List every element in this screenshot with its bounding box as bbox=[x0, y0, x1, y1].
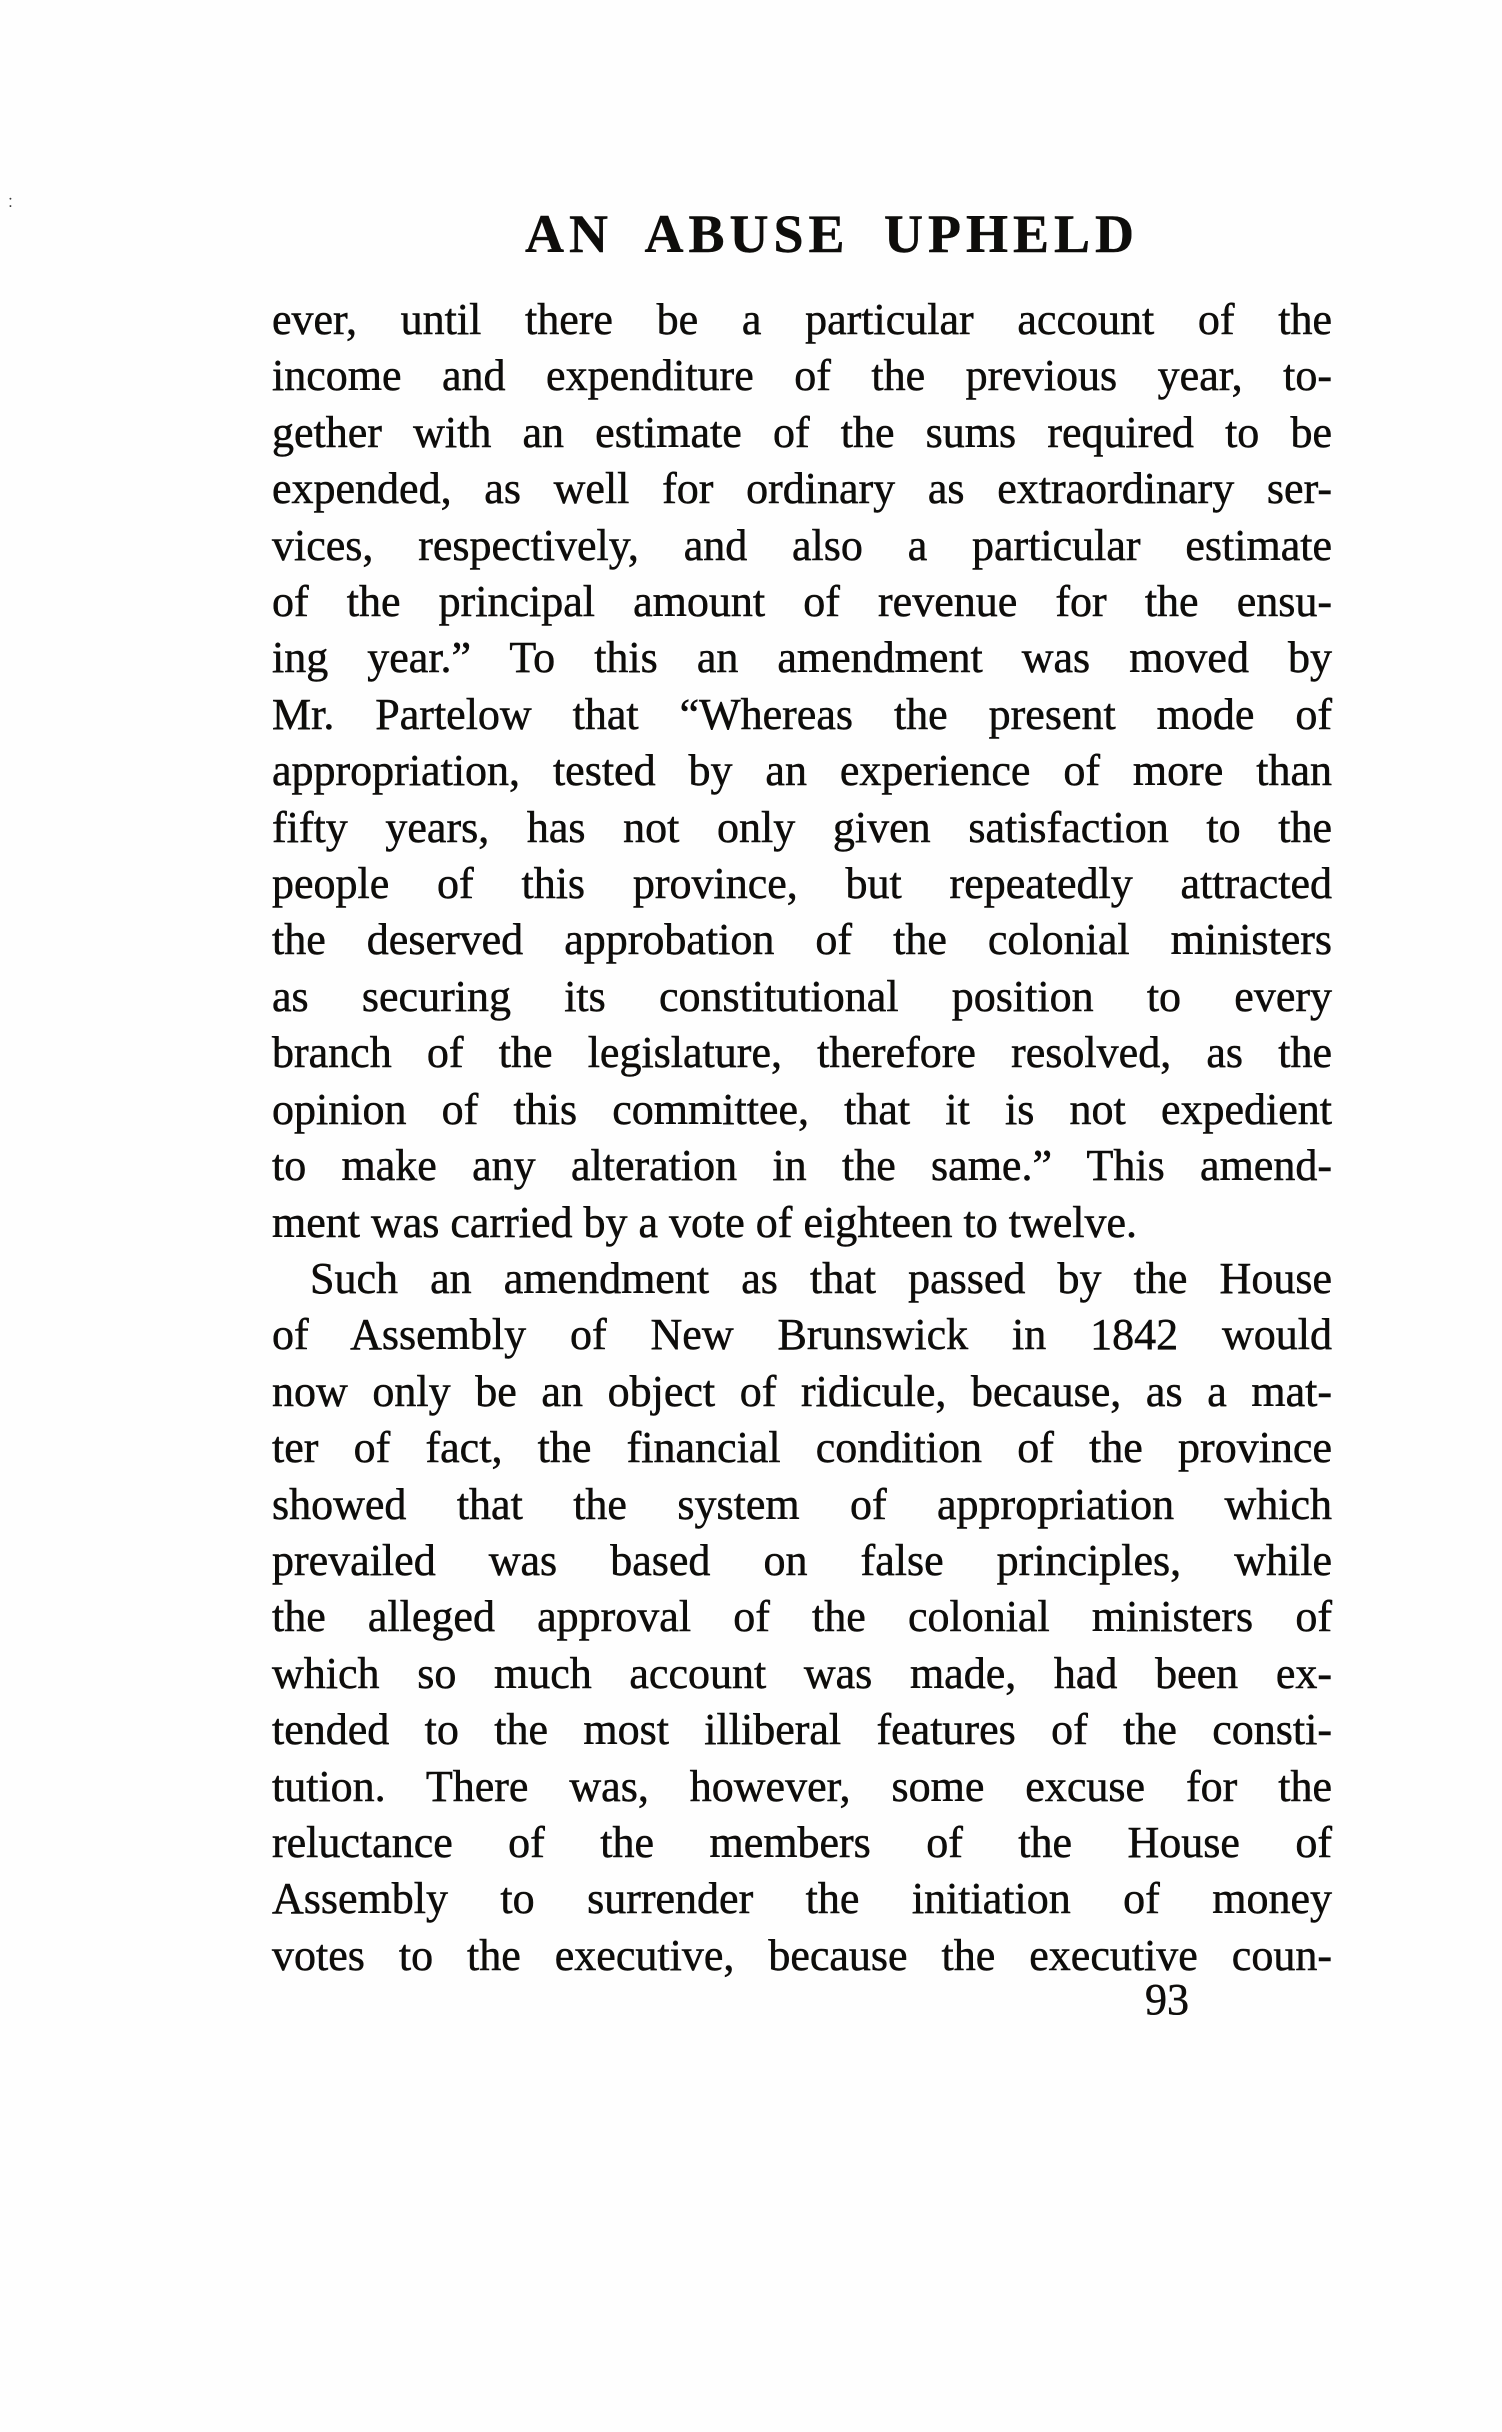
body-text bbox=[272, 292, 1332, 2029]
text-line: votes to the executive, because the executive coun- bbox=[272, 1930, 1332, 1980]
text-line: appropriation, tested by an experience of more than bbox=[272, 746, 1332, 796]
text-line: income and expenditure of the previous year, to- bbox=[272, 351, 1332, 401]
text-line: of the principal amount of revenue for the ensu- bbox=[272, 577, 1332, 627]
text-line: Mr. Partelow that “Whereas the present mode of bbox=[272, 689, 1332, 739]
text-line: ter of fact, the financial condition of the province bbox=[272, 1423, 1332, 1473]
text-line: prevailed was based on false principles, while bbox=[272, 1535, 1332, 1585]
text-line: expended, as well for ordinary as extraordinary ser- bbox=[272, 464, 1332, 514]
text-line: Assembly to surrender the initiation of money bbox=[272, 1874, 1332, 1924]
text-line: tution. There was, however, some excuse for the bbox=[272, 1761, 1332, 1811]
text-line: vices, respectively, and also a particular estimate bbox=[272, 520, 1332, 570]
text-line: Such an amendment as that passed by the House bbox=[310, 1253, 1332, 1303]
text-line: people of this province, but repeatedly attracted bbox=[272, 859, 1332, 909]
text-line: ment was carried by a vote of eighteen to twelve. bbox=[272, 1197, 1138, 1247]
text-line: showed that the system of appropriation which bbox=[272, 1479, 1332, 1529]
text-line: which so much account was made, had been ex- bbox=[272, 1648, 1332, 1698]
text-line: to make any alteration in the same.” This amend- bbox=[272, 1141, 1332, 1191]
text-line: the deserved approbation of the colonial ministers bbox=[272, 915, 1332, 965]
text-line: tended to the most illiberal features of the consti- bbox=[272, 1705, 1332, 1755]
text-line: ing year.” To this an amendment was moved by bbox=[272, 633, 1332, 683]
page-number: 93 bbox=[1145, 1975, 1189, 2025]
page-title: AN ABUSE UPHELD bbox=[524, 204, 1140, 264]
text-line: as securing its constitutional position to every bbox=[272, 971, 1332, 1021]
text-line: fifty years, has not only given satisfaction to the bbox=[272, 802, 1332, 852]
text-line: the alleged approval of the colonial ministers of bbox=[272, 1592, 1332, 1642]
text-line: now only be an object of ridicule, because, as a mat- bbox=[272, 1366, 1332, 1416]
text-line: ever, until there be a particular account of the bbox=[272, 295, 1332, 344]
print-artifact: ·· bbox=[1, 196, 18, 211]
text-line: gether with an estimate of the sums required to be bbox=[272, 407, 1332, 457]
text-line: opinion of this committee, that it is not expedient bbox=[272, 1084, 1332, 1134]
text-line: of Assembly of New Brunswick in 1842 would bbox=[272, 1310, 1332, 1360]
text-line: branch of the legislature, therefore resolved, as the bbox=[272, 1028, 1332, 1078]
text-line: reluctance of the members of the House of bbox=[272, 1817, 1332, 1867]
